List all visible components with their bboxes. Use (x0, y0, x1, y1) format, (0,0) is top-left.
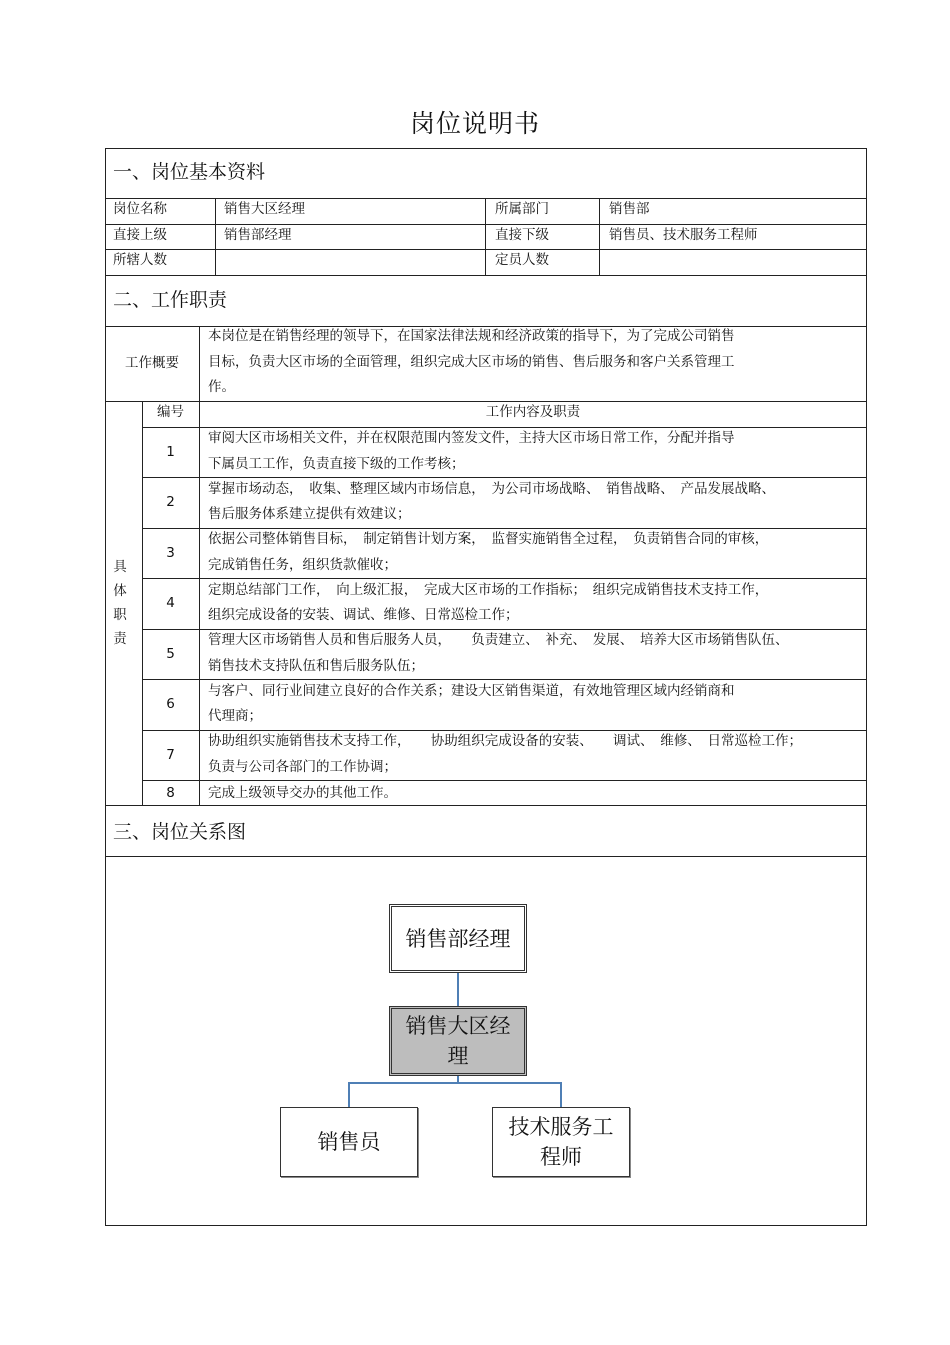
label-direct-superior: 直接上级 (113, 227, 167, 243)
section1-heading: 一、岗位基本资料 (113, 161, 266, 183)
value-direct-superior: 销售部经理 (224, 227, 292, 243)
duty-text: 管理大区市场销售人员和售后服务人员， 负责建立、 补充、 发展、 培养大区市场销售队伍、 (208, 632, 789, 648)
duty-text: 掌握市场动态， 收集、整理区域内市场信息， 为公司市场战略、 销售战略、 产品发展战略、 (208, 481, 775, 497)
overview-label: 工作概要 (125, 355, 179, 371)
label-headcount-managed: 所辖人数 (113, 252, 167, 268)
duty-number: 1 (166, 444, 175, 460)
org-node-sales-manager (389, 904, 527, 973)
duty-text: 售后服务体系建立提供有效建议； (208, 506, 411, 522)
label-department: 所属部门 (495, 201, 549, 217)
column-header-content: 工作内容及职责 (485, 404, 581, 420)
label-staffing-quota: 定员人数 (495, 252, 549, 268)
duty-number: 3 (166, 545, 175, 561)
label-direct-subordinate: 直接下级 (495, 227, 549, 243)
duty-text: 完成上级领导交办的其他工作。 (208, 785, 397, 801)
value-direct-subordinate: 销售员、技术服务工程师 (609, 227, 758, 243)
duty-number: 5 (166, 646, 175, 662)
duty-text: 组织完成设备的安装、调试、维修、日常巡检工作； (208, 607, 519, 623)
divider (215, 198, 216, 275)
duty-text: 负责与公司各部门的工作协调； (208, 759, 397, 775)
org-node-label-line: 销售大区经 (405, 1014, 511, 1038)
divider (199, 401, 200, 805)
org-connector (560, 1082, 562, 1107)
duty-text: 下属员工工作，负责直接下级的工作考核； (208, 456, 465, 472)
overview-line: 作。 (208, 379, 235, 395)
duty-number: 8 (166, 785, 175, 801)
duty-text: 与客户、同行业间建立良好的合作关系；建设大区销售渠道，有效地管理区域内经销商和 (208, 683, 735, 699)
duty-text: 销售技术支持队伍和售后服务队伍； (208, 658, 424, 674)
divider (105, 198, 867, 199)
duty-number: 7 (166, 747, 175, 763)
duty-text: 定期总结部门工作， 向上级汇报， 完成大区市场的工作指标； 组织完成销售技术支持工作， (208, 582, 769, 598)
org-node-tech-service-engineer (492, 1107, 630, 1177)
org-connector (348, 1082, 350, 1107)
org-node-salesperson (280, 1107, 418, 1177)
value-position-name: 销售大区经理 (224, 201, 305, 217)
section3-heading: 三、岗位关系图 (113, 821, 247, 843)
divider (105, 856, 867, 857)
duties-label: 职 (113, 607, 127, 623)
duties-label: 体 (113, 583, 127, 599)
duty-text: 代理商； (208, 708, 262, 724)
org-node-label: 销售员 (317, 1130, 381, 1154)
org-node-label (509, 1112, 614, 1172)
divider (105, 249, 867, 250)
org-node-label: 销售部经理 (405, 926, 511, 951)
duties-label: 具 (113, 559, 127, 575)
duty-text: 依据公司整体销售目标， 制定销售计划方案， 监督实施销售全过程， 负责销售合同的审核， (208, 531, 769, 547)
org-node-label-line: 理 (447, 1044, 469, 1068)
overview-line: 本岗位是在销售经理的领导下，在国家法律法规和经济政策的指导下，为了完成公司销售 (208, 328, 735, 344)
divider (105, 275, 867, 276)
value-department: 销售部 (609, 201, 650, 217)
divider (199, 326, 200, 401)
label-position-name: 岗位名称 (113, 201, 167, 217)
org-node-label-line: 程师 (540, 1145, 582, 1169)
duty-number: 2 (166, 494, 175, 510)
org-connector (348, 1082, 562, 1084)
column-header-number: 编号 (157, 404, 184, 420)
overview-line: 目标，负责大区市场的全面管理，组织完成大区市场的销售、售后服务和客户关系管理工 (208, 354, 735, 370)
section2-heading: 二、工作职责 (113, 289, 228, 311)
duties-label: 责 (113, 631, 127, 647)
org-node-regional-manager (389, 1006, 527, 1076)
duty-text: 协助组织实施销售技术支持工作， 协助组织完成设备的安装、 调试、 维修、 日常巡检工作； (208, 733, 802, 749)
org-node-label (406, 1011, 511, 1071)
duty-text: 审阅大区市场相关文件，并在权限范围内签发文件，主持大区市场日常工作，分配并指导 (208, 430, 735, 446)
divider (485, 198, 486, 275)
page-title: 岗位说明书 (409, 109, 540, 138)
org-node-label-line: 技术服务工 (508, 1115, 614, 1139)
duty-number: 6 (166, 696, 175, 712)
duty-number: 4 (166, 595, 175, 611)
org-connector (457, 972, 459, 1007)
duty-text: 完成销售任务，组织货款催收； (208, 557, 397, 573)
divider (599, 198, 600, 275)
